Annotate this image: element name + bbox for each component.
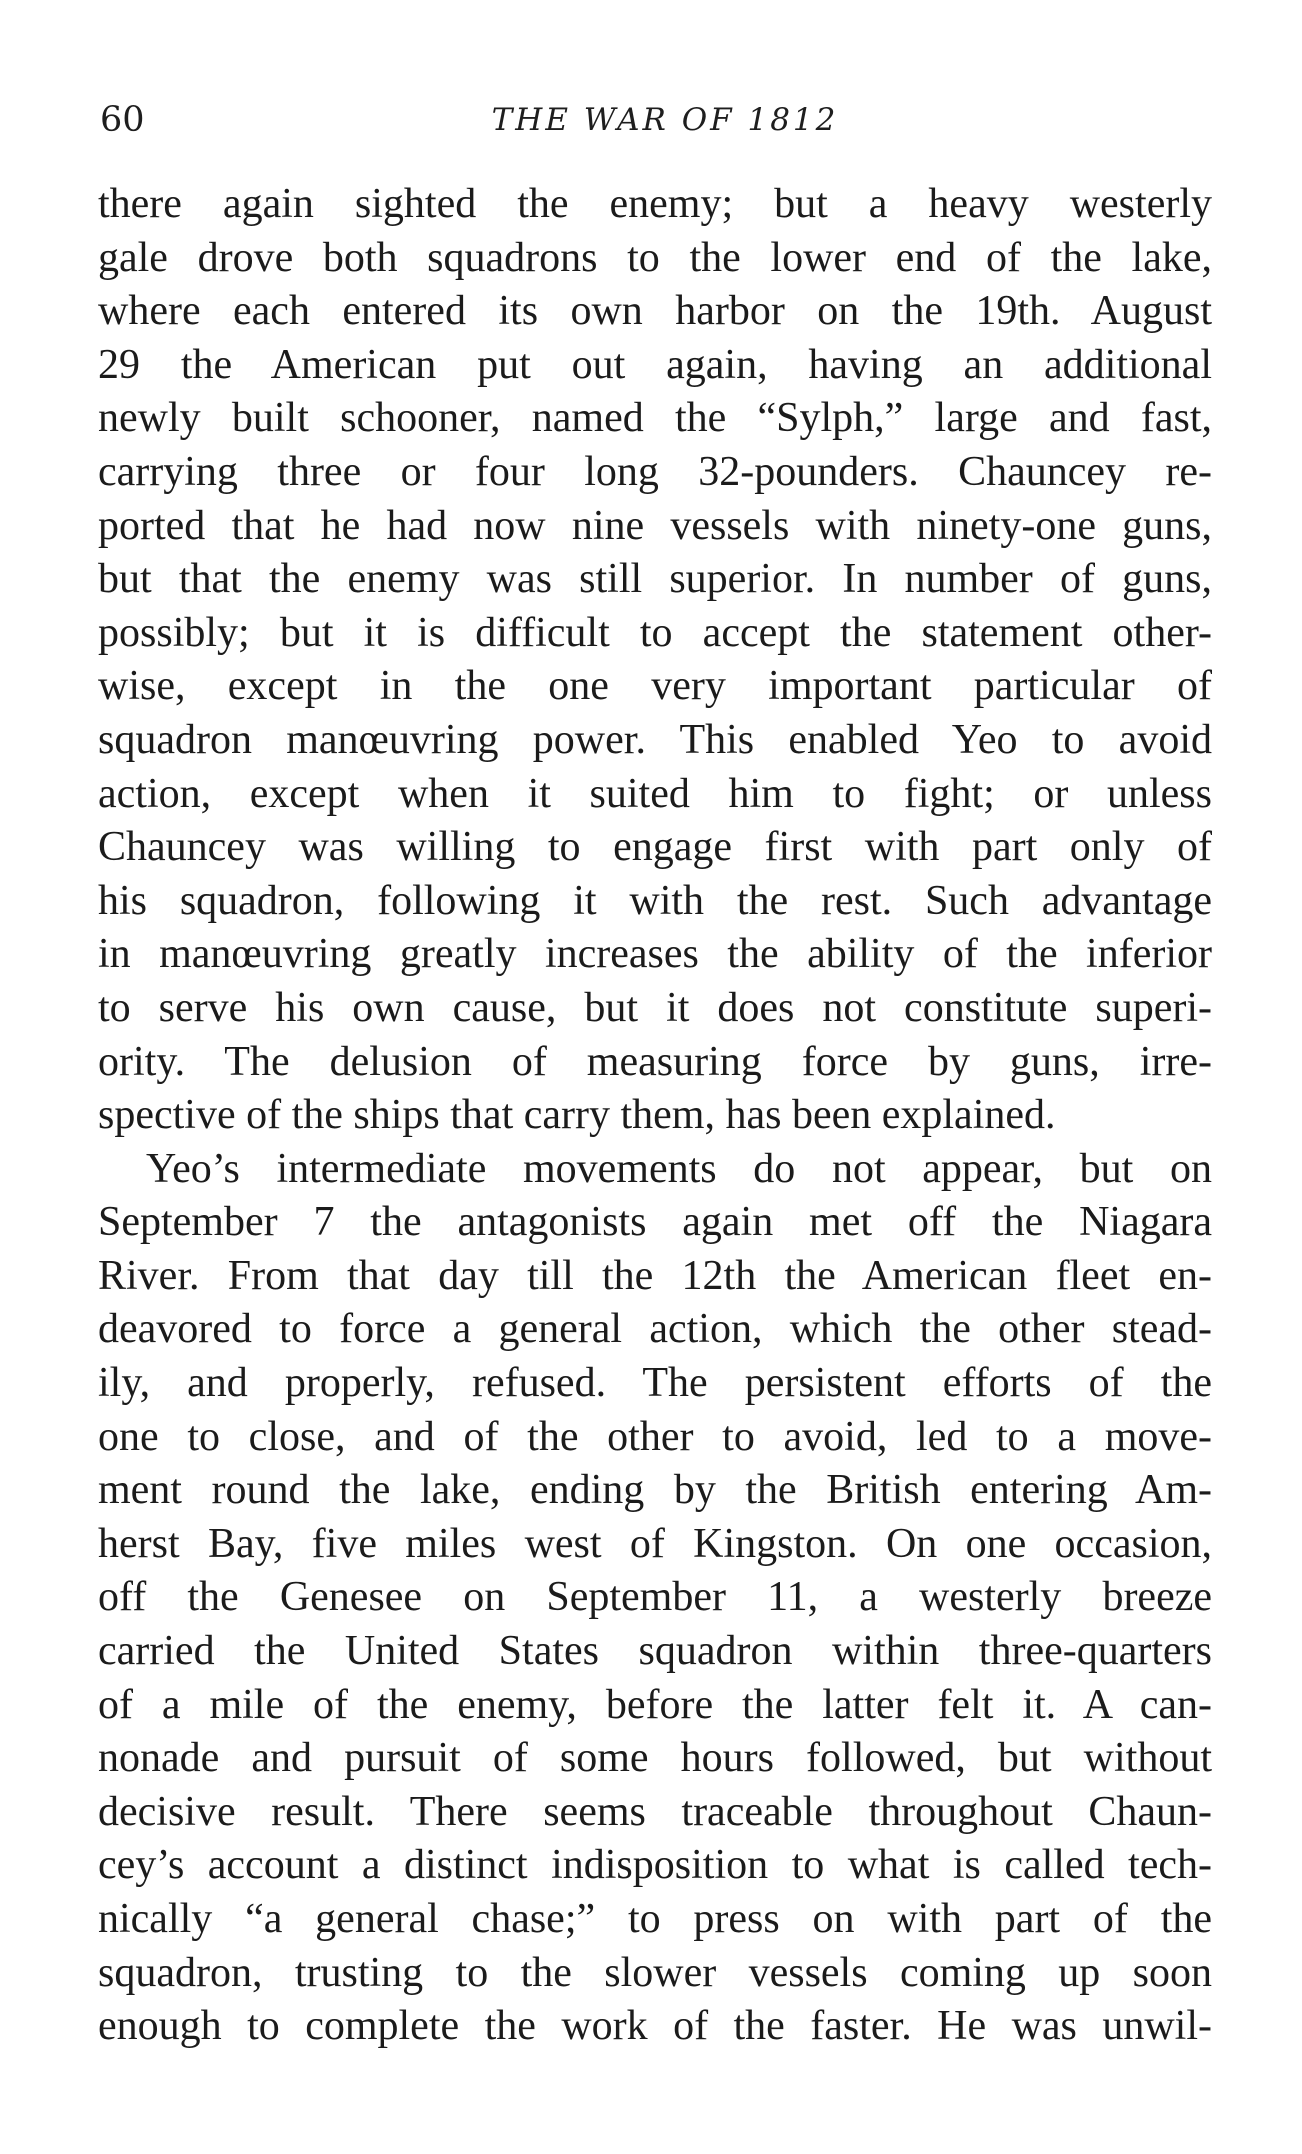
page-header: [100, 98, 1210, 148]
text-line: off the Genesee on September 11, a westerly breeze: [98, 1574, 1212, 1621]
text-line: wise, except in the one very important particular of: [98, 663, 1212, 710]
text-line: squadron, trusting to the slower vessels coming up soon: [98, 1949, 1212, 1996]
text-line: gale drove both squadrons to the lower end of the lake,: [98, 234, 1212, 281]
text-line: where each entered its own harbor on the 19th. August: [98, 288, 1212, 335]
text-line: deavored to force a general action, which the other stead-: [98, 1306, 1212, 1353]
text-line: Yeo’s intermediate movements do not appear, but on: [146, 1145, 1212, 1192]
body-text: [98, 178, 1212, 2054]
text-line: enough to complete the work of the faster. He was unwil-: [98, 2003, 1212, 2050]
text-line: but that the enemy was still superior. In number of guns,: [98, 556, 1212, 603]
text-line: September 7 the antagonists again met off the Niagara: [98, 1199, 1212, 1246]
text-line: to serve his own cause, but it does not constitute superi-: [98, 984, 1212, 1031]
text-line: one to close, and of the other to avoid, led to a move-: [98, 1413, 1212, 1460]
text-line: cey’s account a distinct indisposition to what is called tech-: [98, 1842, 1212, 1889]
text-line: carrying three or four long 32-pounders. Chauncey re-: [98, 448, 1212, 495]
text-line: River. From that day till the 12th the American fleet en-: [98, 1252, 1212, 1299]
text-line: Chauncey was willing to engage first with part only of: [98, 824, 1212, 871]
text-line: there again sighted the enemy; but a heavy westerly: [98, 181, 1212, 227]
text-line: decisive result. There seems traceable throughout Chaun-: [98, 1788, 1212, 1835]
text-line: of a mile of the enemy, before the latter felt it. A can-: [98, 1681, 1212, 1728]
text-line: nonade and pursuit of some hours followed, but without: [98, 1735, 1212, 1782]
text-line: 29 the American put out again, having an additional: [98, 341, 1212, 388]
text-line: ily, and properly, refused. The persistent efforts of the: [98, 1360, 1212, 1407]
text-line: in manœuvring greatly increases the ability of the inferior: [98, 931, 1212, 978]
text-line: newly built schooner, named the “Sylph,” large and fast,: [98, 395, 1212, 442]
text-line: herst Bay, five miles west of Kingston. On one occasion,: [98, 1520, 1212, 1567]
page-number: 60: [100, 100, 145, 140]
text-line: his squadron, following it with the rest. Such advantage: [98, 877, 1212, 924]
text-line: ment round the lake, ending by the British entering Am-: [98, 1467, 1212, 1514]
text-line: spective of the ships that carry them, has been explained.: [98, 1092, 1056, 1139]
text-line: carried the United States squadron within three-quarters: [98, 1628, 1212, 1675]
text-line: action, except when it suited him to fight; or unless: [98, 770, 1212, 817]
text-line: possibly; but it is difficult to accept the statement other-: [98, 609, 1212, 656]
text-line: ority. The delusion of measuring force by guns, irre-: [98, 1038, 1212, 1085]
text-line: nically “a general chase;” to press on with part of the: [98, 1896, 1212, 1942]
text-line: ported that he had now nine vessels with ninety-one guns,: [98, 502, 1212, 549]
running-head: THE WAR OF 1812: [491, 102, 839, 138]
text-line: squadron manœuvring power. This enabled Yeo to avoid: [98, 716, 1212, 763]
